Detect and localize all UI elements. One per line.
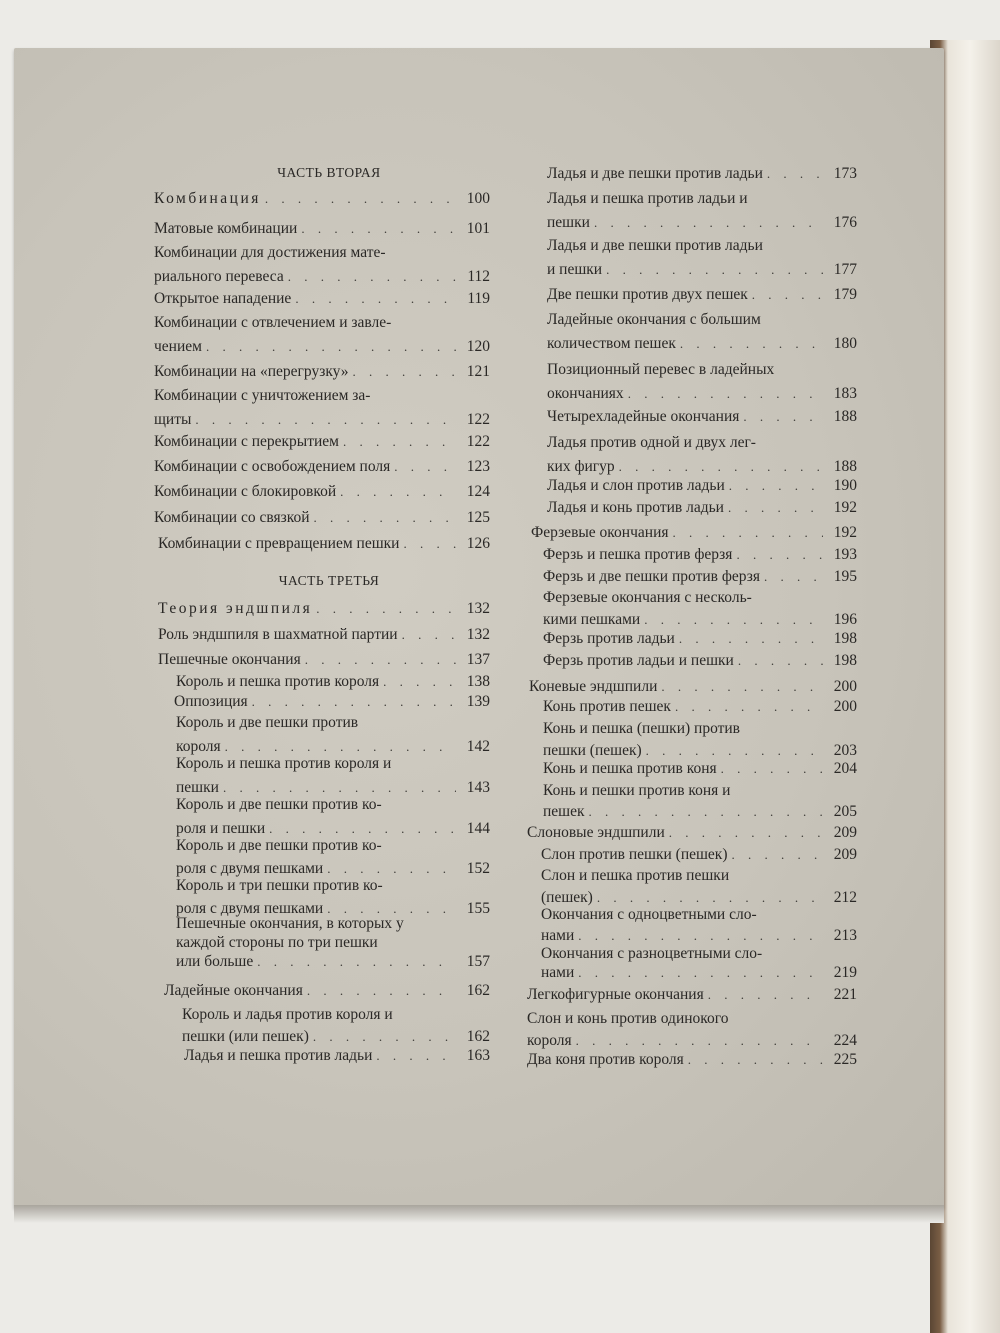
toc-entry-title: Ладейные окончания: [164, 982, 303, 999]
toc-page-number: 139: [466, 693, 490, 710]
toc-entry-title: Конь против пешек: [543, 698, 671, 715]
toc-page-number: 188: [833, 458, 857, 475]
toc-entry: [527, 1008, 857, 1052]
toc-entry-title: Слон и пешка против пешки: [541, 867, 730, 884]
leader-dots: [288, 265, 456, 289]
toc-page-number: 125: [466, 509, 490, 526]
toc-page-number: 122: [466, 411, 490, 428]
toc-entry-title: роля и пешки: [176, 820, 266, 837]
toc-entry-title: щиты: [154, 411, 192, 428]
toc-entry-title: роля с двумя пешками: [176, 900, 324, 917]
page-bottom-shadow: [14, 1205, 944, 1223]
toc-entry-title: Ладья и конь против ладьи: [547, 499, 724, 516]
toc-entry-title: Король и пешка против короля и: [176, 755, 392, 772]
leader-dots: [305, 649, 456, 671]
toc-entry-title: Комбинации со связкой: [154, 509, 310, 526]
toc-page-number: 213: [833, 927, 857, 944]
toc-entry-title: Пешечные окончания: [158, 651, 301, 668]
toc-entry-title: Коневые эндшпили: [529, 678, 658, 695]
toc-entry-title: Ладья и две пешки против ладьи: [547, 237, 763, 254]
toc-page-number: 121: [466, 363, 490, 380]
toc-entry-title: Два коня против короля: [527, 1051, 684, 1068]
toc-entry: [154, 431, 490, 453]
toc-page-number: 198: [833, 630, 857, 647]
toc-entry-title: пешек: [543, 803, 585, 820]
leader-dots: [606, 258, 823, 282]
toc-entry-title: Окончания с разноцветными сло-: [541, 945, 763, 962]
toc-entry: [543, 718, 857, 762]
toc-page-number: 193: [833, 546, 857, 563]
leader-dots: [708, 984, 823, 1006]
leader-dots: [343, 431, 456, 453]
toc-page-number: 173: [833, 165, 857, 182]
toc-entry: [547, 431, 857, 479]
toc-page-number: 122: [466, 433, 490, 450]
leader-dots: [578, 925, 823, 946]
toc-entry: [184, 1045, 490, 1067]
toc-entry-title: короля: [527, 1032, 572, 1049]
toc-entry: [154, 241, 490, 289]
toc-entry-title: Король и пешка против короля: [176, 673, 380, 690]
toc-page-number: 180: [833, 335, 857, 352]
toc-entry: [547, 234, 857, 282]
leader-dots: [738, 650, 823, 672]
toc-entry: [547, 406, 857, 428]
toc-entry: [547, 475, 857, 497]
leader-dots: [628, 382, 823, 406]
toc-entry-title: риального перевеса: [154, 268, 284, 285]
toc-entry-title: Комбинации для достижения мате-: [154, 244, 386, 261]
toc-page-number: 163: [466, 1047, 490, 1064]
toc-page-number: 196: [833, 611, 857, 628]
toc-entry-title: Теория эндшпиля: [158, 600, 313, 617]
leader-dots: [661, 676, 823, 698]
toc-entry-title: количеством пешек: [547, 335, 676, 352]
toc-entry-title: чением: [154, 338, 202, 355]
leader-dots: [394, 456, 456, 478]
leader-dots: [313, 507, 456, 529]
toc-entry-title: Слон и конь против одинокого: [527, 1010, 729, 1027]
leader-dots: [295, 288, 456, 310]
toc-entry: [158, 649, 490, 671]
toc-entry: [541, 865, 857, 909]
toc-page-number: 192: [833, 524, 857, 541]
toc-page-number: 209: [833, 824, 857, 841]
leader-dots: [732, 844, 824, 866]
toc-entry: [154, 456, 490, 478]
toc-page-number: 192: [833, 499, 857, 516]
toc-entry-title: Король и две пешки против: [176, 714, 359, 731]
toc-entry-title: Ладья и две пешки против ладьи: [547, 165, 763, 182]
toc-entry-title: Конь и пешка против коня: [543, 760, 717, 777]
toc-page-number: 120: [466, 338, 490, 355]
toc-entry-title: Ферзь против ладьи и пешки: [543, 652, 734, 669]
toc-entry: [547, 284, 857, 306]
toc-page-number: 190: [833, 477, 857, 494]
toc-entry: [541, 844, 857, 866]
toc-entry-title: (пешек): [541, 889, 593, 906]
toc-entry: [154, 361, 490, 383]
toc-page-number: 176: [833, 214, 857, 231]
toc-page-number: 142: [466, 738, 490, 755]
toc-entry: [158, 598, 490, 620]
leader-dots: [743, 406, 823, 428]
toc-entry-title: Комбинации на «перегрузку»: [154, 363, 349, 380]
toc-page-number: 205: [833, 803, 857, 820]
leader-dots: [252, 691, 456, 713]
book-page: [14, 48, 944, 1208]
toc-entry: [527, 984, 857, 1006]
leader-dots: [195, 408, 456, 432]
toc-entry-title: Конь и пешка (пешки) против: [543, 720, 740, 737]
toc-entry-title: Открытое нападение: [154, 290, 292, 307]
leader-dots: [353, 361, 456, 383]
toc-page-number: 112: [467, 268, 490, 285]
toc-entry-title: или больше: [176, 953, 254, 970]
toc-entry-title: Слоновые эндшпили: [527, 824, 665, 841]
toc-page-number: 132: [466, 626, 490, 643]
leader-dots: [383, 671, 456, 693]
toc-entry: [541, 904, 857, 946]
toc-page-number: 100: [466, 190, 490, 207]
toc-entry-title: Комбинации с отвлечением и завле-: [154, 314, 392, 331]
toc-entry: [547, 187, 857, 235]
toc-entry: [543, 758, 857, 780]
leader-dots: [673, 522, 824, 544]
toc-entry-title: роля с двумя пешками: [176, 860, 324, 877]
toc-entry-title: Король и три пешки против ко-: [176, 877, 383, 894]
leader-dots: [206, 335, 456, 359]
toc-entry: [154, 311, 490, 359]
toc-page-number: 144: [466, 820, 490, 837]
toc-entry: [154, 384, 490, 432]
toc-entry: [154, 188, 490, 210]
toc-entry-title: нами: [541, 927, 575, 944]
toc-entry-title: Конь и пешки против коня и: [543, 782, 731, 799]
toc-entry-title: Комбинация: [154, 190, 261, 207]
toc-page-number: 224: [833, 1032, 857, 1049]
leader-dots: [265, 188, 456, 210]
leader-dots: [301, 218, 456, 240]
leader-dots: [729, 475, 823, 497]
toc-page-number: 119: [467, 290, 490, 307]
toc-entry-title: Король и две пешки против ко-: [176, 796, 382, 813]
leader-dots: [589, 801, 823, 822]
toc-entry-title: Две пешки против двух пешек: [547, 286, 748, 303]
toc-entry: [154, 218, 490, 240]
leader-dots: [669, 822, 823, 844]
toc-entry-title: Слон против пешки (пешек): [541, 846, 728, 863]
toc-page-number: 188: [833, 408, 857, 425]
toc-entry-title: Комбинации с уничтожением за-: [154, 387, 371, 404]
toc-entry-title: Ладья и слон против ладьи: [547, 477, 725, 494]
toc-page-number: 195: [833, 568, 857, 585]
toc-entry: [543, 650, 857, 672]
toc-entry-title: пешки (пешек): [543, 742, 642, 759]
leader-dots: [728, 497, 823, 519]
toc-entry-title: Комбинации с перекрытием: [154, 433, 339, 450]
toc-entry: [547, 497, 857, 519]
toc-page-number: 200: [833, 698, 857, 715]
leader-dots: [340, 481, 456, 503]
toc-page-number: 179: [833, 286, 857, 303]
toc-entry-title: Ладья и пешка против ладьи: [184, 1047, 373, 1064]
leader-dots: [594, 211, 823, 235]
toc-entry: [154, 481, 490, 503]
leader-dots: [578, 963, 823, 982]
toc-page-number: 124: [466, 483, 490, 500]
leader-dots: [679, 628, 823, 650]
toc-page-number: 212: [833, 889, 857, 906]
toc-entry: [182, 1004, 490, 1048]
toc-entry: [547, 163, 857, 185]
toc-page-number: 138: [466, 673, 490, 690]
toc-entry-title: Ферзь против ладьи: [543, 630, 675, 647]
toc-entry-title: окончаниях: [547, 385, 624, 402]
leader-dots: [767, 163, 823, 185]
toc-entry-title: Ладья и пешка против ладьи и: [547, 190, 748, 207]
toc-entry-title: Матовые комбинации: [154, 220, 298, 237]
toc-page-number: 157: [466, 953, 490, 970]
toc-entry-title: Пешечные окончания, в которых у: [176, 915, 404, 932]
toc-page-number: 198: [833, 652, 857, 669]
leader-dots: [257, 952, 456, 971]
toc-entry: [531, 522, 857, 544]
leader-dots: [376, 1045, 456, 1067]
toc-entry: [527, 822, 857, 844]
toc-page-number: 123: [466, 458, 490, 475]
toc-entry-title: Позиционный перевес в ладейных: [547, 361, 775, 378]
toc-entry-title: Ферзь и пешка против ферзя: [543, 546, 733, 563]
toc-entry-title: Окончания с одноцветными сло-: [541, 906, 757, 923]
part-two-heading: ЧАСТЬ ВТОРАЯ: [277, 165, 381, 180]
toc-entry-title: пешки: [547, 214, 590, 231]
toc-page-number: 203: [833, 742, 857, 759]
toc-entry-title: короля: [176, 738, 221, 755]
toc-entry-title: Легкофигурные окончания: [527, 986, 704, 1003]
toc-entry-title: Король и ладья против короля и: [182, 1006, 393, 1023]
toc-entry-title: Комбинации с освобождением поля: [154, 458, 391, 475]
toc-page-number: 225: [833, 1051, 857, 1068]
toc-entry-title: Ферзь и две пешки против ферзя: [543, 568, 760, 585]
toc-entry: [176, 671, 490, 693]
leader-dots: [721, 758, 823, 780]
toc-page-number: 209: [833, 846, 857, 863]
toc-page-number: 204: [833, 760, 857, 777]
toc-entry-title: Ферзевые окончания: [531, 524, 669, 541]
toc-page-number: 143: [466, 779, 490, 796]
toc-page-number: 183: [833, 385, 857, 402]
toc-entry-title: пешки (или пешек): [182, 1028, 309, 1045]
toc-entry-title: Роль эндшпиля в шахматной партии: [158, 626, 398, 643]
toc-page-number: 101: [466, 220, 490, 237]
toc-entry: [543, 544, 857, 566]
toc-entry-title: Четырехладейные окончания: [547, 408, 740, 425]
toc-entry: [174, 691, 490, 713]
toc-entry: [158, 624, 490, 646]
toc-entry: [529, 676, 857, 698]
toc-entry: [547, 358, 857, 406]
toc-entry: [543, 780, 857, 822]
leader-dots: [752, 284, 823, 306]
leader-dots: [307, 980, 456, 1002]
toc-entry: [543, 566, 857, 588]
toc-page-number: 162: [466, 982, 490, 999]
toc-entry-title: каждой стороны по три пешки: [176, 934, 378, 951]
toc-page-number: 155: [466, 900, 490, 917]
toc-entry-title: Ладейные окончания с большим: [547, 311, 761, 328]
toc-entry: [158, 533, 490, 555]
toc-entry-title: Комбинации с блокировкой: [154, 483, 337, 500]
toc-page-number: 200: [833, 678, 857, 695]
toc-page-number: 132: [466, 600, 490, 617]
toc-entry-title: Оппозиция: [174, 693, 248, 710]
toc-entry: [543, 696, 857, 718]
toc-entry-title: Король и две пешки против ко-: [176, 837, 382, 854]
toc-entry: [527, 1049, 857, 1071]
leader-dots: [688, 1049, 823, 1071]
toc-entry: [543, 587, 857, 631]
leader-dots: [403, 533, 456, 555]
toc-page-number: 137: [466, 651, 490, 668]
toc-entry-title: кими пешками: [543, 611, 641, 628]
leader-dots: [680, 332, 823, 356]
toc-entry-title: Комбинации с превращением пешки: [158, 535, 400, 552]
toc-page-number: 219: [833, 964, 857, 981]
leader-dots: [764, 566, 823, 588]
leader-dots: [316, 598, 456, 620]
toc-page-number: 177: [833, 261, 857, 278]
toc-entry-title: и пешки: [547, 261, 603, 278]
toc-entry: [547, 308, 857, 356]
toc-page-number: 152: [466, 860, 490, 877]
toc-entry-title: Ферзевые окончания с несколь-: [543, 589, 752, 606]
leader-dots: [675, 696, 823, 718]
toc-entry-title: нами: [541, 964, 575, 981]
leader-dots: [736, 544, 823, 566]
toc-entry: [154, 507, 490, 529]
toc-entry: [541, 944, 857, 982]
part-three-heading: ЧАСТЬ ТРЕТЬЯ: [278, 573, 380, 588]
toc-entry: [176, 914, 490, 971]
leader-dots: [402, 624, 456, 646]
toc-page-number: 126: [466, 535, 490, 552]
toc-entry-title: ких фигур: [547, 458, 615, 475]
toc-page-number: 221: [833, 986, 857, 1003]
toc-entry: [164, 980, 490, 1002]
toc-entry: [543, 628, 857, 650]
toc-entry-title: Ладья против одной и двух лег-: [547, 434, 756, 451]
toc-entry: [154, 288, 490, 310]
toc-page-number: 162: [466, 1028, 490, 1045]
toc-entry-title: пешки: [176, 779, 219, 796]
